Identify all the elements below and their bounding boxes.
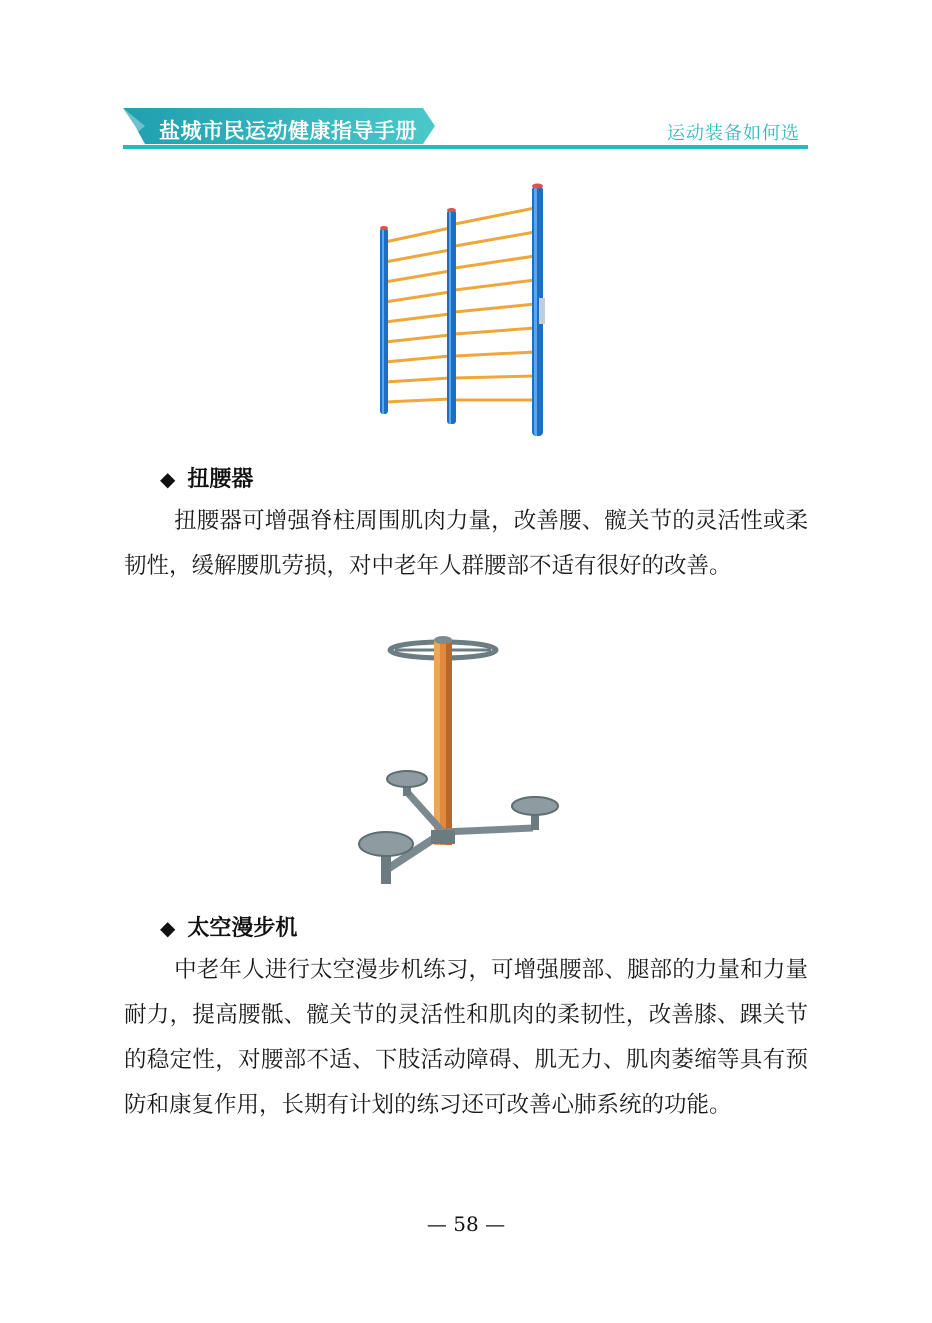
diamond-bullet-icon: ◆ [160,467,176,491]
handbook-title: 盐城市民运动健康指导手册 [159,118,417,143]
page-number: — 58 — [426,1212,506,1236]
waist-twister-icon [355,632,565,888]
paragraph-text: 中老年人进行太空漫步机练习，可增强腰部、腿部的力量和力量耐力，提高腰骶、髋关节的灵活性和肌肉的柔韧性，改善膝、踝关节的稳定性，对腰部不适、下肢活动障碍、肌无力、肌肉萎缩等具有预防和康复作用，长期有计划的练习还可改善心肺系统的功能。 [124,957,808,1118]
diamond-bullet-icon: ◆ [160,916,176,940]
section-heading-waist-twister [160,462,253,493]
section-title: 运动装备如何选 [667,123,800,144]
paragraph-text: 扭腰器可增强脊柱周围肌肉力量，改善腰、髋关节的灵活性或柔韧性，缓解腰肌劳损，对中老年人群腰部不适有很好的改善。 [124,508,808,579]
heading-text: 太空漫步机 [187,916,298,941]
page-header [123,104,808,154]
ladder-climbing-frame-icon [370,180,560,442]
paragraph-waist-twister [124,499,808,589]
paragraph-space-walker [124,948,808,1128]
ladder-climbing-frame-image [370,180,560,442]
waist-twister-image [355,632,565,888]
section-heading-space-walker [160,911,297,942]
heading-text: 扭腰器 [187,467,254,492]
